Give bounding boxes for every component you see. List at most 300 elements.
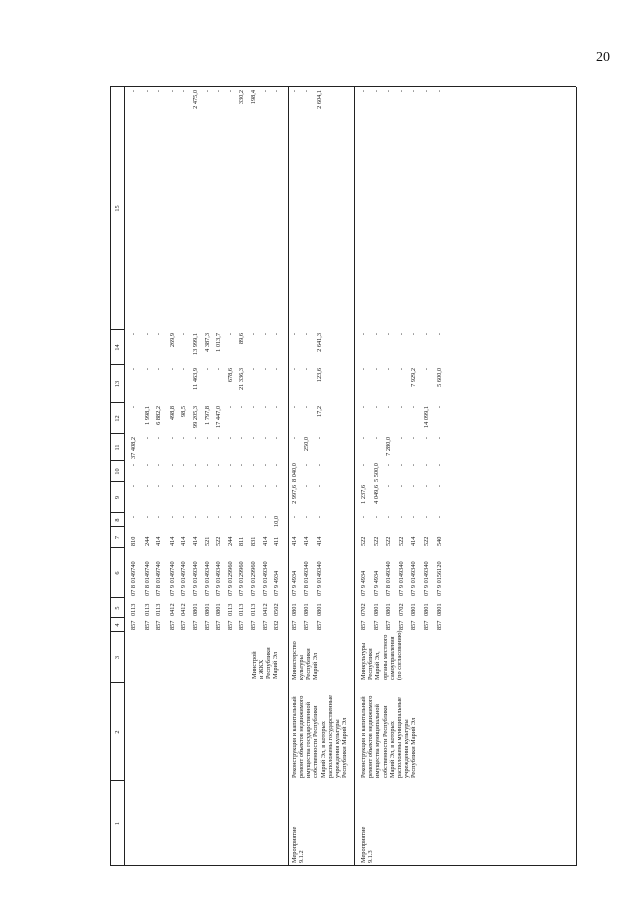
top-row-12-value: - xyxy=(273,333,281,336)
top-row-8-value: 678,6 xyxy=(226,368,234,383)
top-row-7-value: - xyxy=(215,90,223,93)
top-row-10-value: - xyxy=(250,464,257,467)
column-header-4: 4 xyxy=(114,623,121,627)
top-row-2-value: - xyxy=(155,368,163,371)
top-row-11-field: 414 xyxy=(261,536,269,546)
top-row-11-field: 07 9 0149340 xyxy=(261,561,269,596)
top-row-7-value: - xyxy=(215,485,223,488)
block-9.1.2-row-2-value: 2 641,3 xyxy=(316,333,323,352)
top-row-12-value: - xyxy=(273,368,281,371)
top-row-6-value: - xyxy=(203,516,211,519)
top-row-8-field: 857 xyxy=(226,620,234,630)
top-row-1-value: - xyxy=(143,368,151,371)
top-row-11-value: - xyxy=(261,437,269,440)
table-rule-header xyxy=(124,87,125,866)
block-9.1.3-row-5-value: - xyxy=(423,368,430,371)
top-row-7-value: 17 447,0 xyxy=(215,406,223,429)
top-row-5-value: 99 205,3 xyxy=(192,406,199,429)
top-row-5-field: 414 xyxy=(192,536,199,546)
block-9.1.3-row-4-field: 857 xyxy=(410,620,418,630)
block-9.1.2-row-0-value: - xyxy=(290,406,298,409)
top-row-3-value: - xyxy=(168,90,176,93)
block-9.1.3-row-0-value: - xyxy=(360,90,367,93)
block-9.1.3-row-3-field: 0702 xyxy=(397,603,405,616)
column-header-11: 11 xyxy=(114,444,121,451)
top-row-4-field: 07 9 0149740 xyxy=(180,561,188,596)
top-row-0-value: - xyxy=(130,485,137,488)
top-row-9-value: 21 336,3 xyxy=(238,368,246,391)
top-row-5-value: - xyxy=(192,437,199,440)
measure-label-9.1.2: Мероприятие 9.1.2 xyxy=(290,826,305,863)
block-9.1.3-row-4-field: 07 9 0149340 xyxy=(410,561,418,596)
block-9.1.3-row-0-value: - xyxy=(360,333,367,336)
top-row-10-value: 198,4 xyxy=(250,90,257,105)
top-row-3-field: 857 xyxy=(168,620,176,630)
top-row-0-value: - xyxy=(130,368,137,371)
top-row-12-field: 411 xyxy=(273,536,281,546)
top-row-11-value: - xyxy=(261,333,269,336)
block-9.1.3-row-4-field: 0801 xyxy=(410,603,418,616)
block-9.1.2-row-1-value: - xyxy=(303,485,311,488)
block-9.1.2-row-2-value: - xyxy=(316,437,323,440)
top-row-6-field: 521 xyxy=(203,536,211,546)
top-row-5-value: 13 999,1 xyxy=(192,333,199,356)
block-9.1.3-row-3-value: - xyxy=(397,485,405,488)
top-row-1-value: - xyxy=(143,333,151,336)
block-9.1.2-row-0-value: - xyxy=(290,333,298,336)
block-9.1.3-row-4-value: - xyxy=(410,437,418,440)
top-row-2-field: 414 xyxy=(155,536,163,546)
top-row-11-field: 857 xyxy=(261,620,269,630)
block-9.1.2-row-2-field: 414 xyxy=(316,536,323,546)
block-9.1.3-row-2-value: - xyxy=(385,464,393,467)
top-row-9-field: 811 xyxy=(238,536,246,546)
top-row-10-value: - xyxy=(250,485,257,488)
block-9.1.2-row-1-field: 07 8 0149340 xyxy=(303,561,311,596)
block-9.1.3-row-2-field: 522 xyxy=(385,536,393,546)
top-row-8-value: - xyxy=(226,516,234,519)
block-9.1.3-row-4-value: - xyxy=(410,464,418,467)
block-9.1.3-row-1-value: - xyxy=(372,90,380,93)
block-9.1.2-row-0-value: - xyxy=(290,437,298,440)
block-9.1.2-row-0-field: 857 xyxy=(290,620,298,630)
block-9.1.3-row-1-value: - xyxy=(372,406,380,409)
top-row-3-value: - xyxy=(168,437,176,440)
block-9.1.3-row-6-field: 857 xyxy=(435,620,443,630)
top-row-2-value: 6 882,2 xyxy=(155,406,163,425)
block-rule xyxy=(354,87,355,866)
top-row-8-value: - xyxy=(226,437,234,440)
block-9.1.3-row-5-value: - xyxy=(423,464,430,467)
top-row-9-value: 330,2 xyxy=(238,90,246,105)
top-row-0-field: 07 8 0149740 xyxy=(130,561,137,596)
block-9.1.3-row-4-field: 414 xyxy=(410,536,418,546)
top-row-7-field: 522 xyxy=(215,536,223,546)
top-row-10-field: 07 9 0129960 xyxy=(250,561,257,596)
top-row-0-value: - xyxy=(130,516,137,519)
top-row-9-value: - xyxy=(238,485,246,488)
block-9.1.2-row-1-field: 414 xyxy=(303,536,311,546)
top-row-1-value: 1 998,1 xyxy=(143,406,151,425)
top-row-3-value: - xyxy=(168,368,176,371)
top-row-3-value: 498,8 xyxy=(168,406,176,421)
top-row-10-field: 0113 xyxy=(250,603,257,616)
top-row-3-value: - xyxy=(168,516,176,519)
block-9.1.3-row-3-field: 522 xyxy=(397,536,405,546)
block-9.1.2-row-2-value: - xyxy=(316,516,323,519)
block-9.1.2-row-0-field: 07 9 4934 xyxy=(290,570,298,596)
block-9.1.3-row-3-field: 857 xyxy=(397,620,405,630)
block-9.1.3-row-3-field: 07 9 0149340 xyxy=(397,561,405,596)
top-row-11-value: - xyxy=(261,464,269,467)
top-row-6-value: - xyxy=(203,464,211,467)
top-row-0-field: 810 xyxy=(130,536,137,546)
top-row-7-value: 1 013,7 xyxy=(215,333,223,352)
top-row-6-field: 0801 xyxy=(203,603,211,616)
top-row-0-value: - xyxy=(130,464,137,467)
top-row-4-value: 98,5 xyxy=(180,406,188,418)
block-9.1.3-row-0-field: 0702 xyxy=(360,603,367,616)
block-9.1.3-row-3-value: - xyxy=(397,464,405,467)
block-9.1.2-row-2-value: - xyxy=(316,485,323,488)
top-row-2-value: - xyxy=(155,90,163,93)
top-row-12-value: - xyxy=(273,464,281,467)
block-9.1.3-row-2-value: - xyxy=(385,406,393,409)
top-row-2-value: - xyxy=(155,464,163,467)
top-row-9-value: - xyxy=(238,516,246,519)
block-9.1.2-row-1-value: - xyxy=(303,516,311,519)
block-9.1.3-row-5-value: 14 099,1 xyxy=(423,406,430,429)
block-9.1.3-row-5-field: 07 9 0149340 xyxy=(423,561,430,596)
measure-name-9.1.3: Реконструкция и капитальный ремонт объектов недвижимого имущества муниципальной собственности Республики Марий Эл, в которых расположены муниципальные учреждения культуры Республики Марий Эл xyxy=(360,695,418,778)
block-9.1.3-row-0-value: - xyxy=(360,368,367,371)
top-row-11-value: - xyxy=(261,368,269,371)
block-9.1.3-row-0-value: - xyxy=(360,406,367,409)
top-row-2-value: - xyxy=(155,516,163,519)
block-9.1.2-row-0-field: 414 xyxy=(290,536,298,546)
top-row-12-value: 10,0 xyxy=(273,515,281,527)
block-9.1.2-row-1-value: - xyxy=(303,368,311,371)
top-row-2-value: - xyxy=(155,437,163,440)
block-9.1.3-row-5-field: 0801 xyxy=(423,603,430,616)
block-9.1.3-row-1-value: - xyxy=(372,368,380,371)
top-row-1-value: - xyxy=(143,516,151,519)
top-row-3-field: 414 xyxy=(168,536,176,546)
block-9.1.3-row-2-value: - xyxy=(385,485,393,488)
top-row-2-value: - xyxy=(155,485,163,488)
block-9.1.3-row-6-value: - xyxy=(435,437,443,440)
top-row-2-field: 07 8 0149740 xyxy=(155,561,163,596)
top-row-0-value: - xyxy=(130,333,137,336)
block-9.1.3-row-1-field: 857 xyxy=(372,620,380,630)
top-row-1-value: - xyxy=(143,485,151,488)
table-rule-col xyxy=(110,86,576,87)
top-row-11-value: - xyxy=(261,406,269,409)
top-row-4-value: - xyxy=(180,485,188,488)
top-row-10-value: - xyxy=(250,368,257,371)
block-9.1.3-row-1-field: 522 xyxy=(372,536,380,546)
column-header-1: 1 xyxy=(114,821,121,826)
block-9.1.2-row-1-field: 0801 xyxy=(303,603,311,616)
block-9.1.3-row-0-value: 1 237,6 xyxy=(360,485,367,504)
block-9.1.2-row-2-value: 17,2 xyxy=(316,406,323,418)
top-row-9-value: - xyxy=(238,464,246,467)
block-9.1.3-row-4-value: - xyxy=(410,516,418,519)
block-9.1.3-row-1-value: - xyxy=(372,333,380,336)
block-9.1.3-row-6-value: - xyxy=(435,333,443,336)
block-9.1.2-row-2-value: - xyxy=(316,464,323,467)
top-row-1-value: - xyxy=(143,464,151,467)
top-row-11-field: 0412 xyxy=(261,603,269,616)
block-9.1.3-row-6-value: - xyxy=(435,406,443,409)
top-row-11-value: - xyxy=(261,90,269,93)
block-9.1.3-row-5-field: 522 xyxy=(423,536,430,546)
top-row-4-value: - xyxy=(180,333,188,336)
block-9.1.3-row-6-value: - xyxy=(435,464,443,467)
block-9.1.3-row-6-value: - xyxy=(435,516,443,519)
top-row-3-value: 269,9 xyxy=(168,333,176,348)
top-row-12-value: - xyxy=(273,406,281,409)
block-9.1.3-row-6-value: - xyxy=(435,90,443,93)
block-9.1.3-row-3-value: - xyxy=(397,516,405,519)
column-header-3: 3 xyxy=(114,655,121,660)
block-9.1.3-row-5-value: - xyxy=(423,90,430,93)
block-9.1.2-row-2-value: 2 604,1 xyxy=(316,90,323,109)
block-9.1.3-row-6-field: 540 xyxy=(435,536,443,546)
top-row-0-field: 0113 xyxy=(130,603,137,616)
top-row-5-value: - xyxy=(192,485,199,488)
column-header-7: 7 xyxy=(114,535,121,540)
table-rule-top xyxy=(110,87,111,866)
block-9.1.2-row-1-value: - xyxy=(303,90,311,93)
top-row-5-value: 2 475,0 xyxy=(192,90,199,109)
block-9.1.3-row-3-value: - xyxy=(397,333,405,336)
top-row-10-field: 857 xyxy=(250,620,257,630)
top-row-6-value: 1 797,8 xyxy=(203,406,211,425)
top-row-1-field: 857 xyxy=(143,620,151,630)
block-9.1.3-row-3-value: - xyxy=(397,437,405,440)
column-header-12: 12 xyxy=(114,415,121,422)
top-row-7-value: - xyxy=(215,437,223,440)
block-9.1.3-row-1-value: - xyxy=(372,516,380,519)
column-header-8: 8 xyxy=(114,518,121,522)
top-row-8-field: 07 9 0129960 xyxy=(226,561,234,596)
block-9.1.3-row-5-value: - xyxy=(423,333,430,336)
block-9.1.3-row-0-value: - xyxy=(360,464,367,467)
top-row-9-field: 07 9 0129960 xyxy=(238,561,246,596)
block-9.1.3-row-0-value: - xyxy=(360,437,367,440)
top-row-8-value: - xyxy=(226,485,234,488)
rotated-table-page xyxy=(110,87,576,866)
top-row-10-value: - xyxy=(250,516,257,519)
block-9.1.3-row-1-value: 5 500,0 xyxy=(372,463,380,482)
top-row-8-value: - xyxy=(226,90,234,93)
block-9.1.2-row-1-value: - xyxy=(303,406,311,409)
block-9.1.3-row-3-value: - xyxy=(397,406,405,409)
block-9.1.3-row-5-value: - xyxy=(423,437,430,440)
measure-label-9.1.3: Мероприятие 9.1.3 xyxy=(360,826,375,863)
block-rule xyxy=(288,87,289,866)
column-header-9: 9 xyxy=(114,495,121,500)
block-9.1.3-row-0-field: 857 xyxy=(360,620,367,630)
block-9.1.3-row-3-value: - xyxy=(397,90,405,93)
block-9.1.3-row-5-field: 857 xyxy=(423,620,430,630)
top-row-10-value: - xyxy=(250,437,257,440)
block-9.1.2-row-2-field: 07 9 0149340 xyxy=(316,561,323,596)
top-row-9-field: 0113 xyxy=(238,603,246,616)
top-row-5-field: 857 xyxy=(192,620,199,630)
top-row-2-value: - xyxy=(155,333,163,336)
top-row-10-value: - xyxy=(250,333,257,336)
block-9.1.2-row-0-value: - xyxy=(290,90,298,93)
block-9.1.3-row-6-field: 07 9 0156120 xyxy=(435,561,443,596)
top-row-3-field: 07 9 0149740 xyxy=(168,561,176,596)
top-row-9-field: 857 xyxy=(238,620,246,630)
top-row-6-value: - xyxy=(203,368,211,371)
top-row-8-value: - xyxy=(226,406,234,409)
top-row-5-value: - xyxy=(192,464,199,467)
top-row-5-value: - xyxy=(192,516,199,519)
top-row-5-field: 07 9 0149340 xyxy=(192,561,199,596)
block-9.1.3-row-2-field: 0801 xyxy=(385,603,393,616)
column-header-2: 2 xyxy=(114,730,121,734)
block-9.1.2-row-0-value: 8 040,0 xyxy=(290,463,298,482)
top-row-9-value: 89,6 xyxy=(238,333,246,345)
column-header-13: 13 xyxy=(114,380,121,388)
column-header-10: 10 xyxy=(114,468,121,475)
top-row-11-value: - xyxy=(261,485,269,488)
top-row-9-value: - xyxy=(238,437,246,440)
top-row-7-field: 0801 xyxy=(215,603,223,616)
executor-minstroy: Минстрой и ЖКХ Республики Марий Эл xyxy=(250,647,280,679)
top-row-6-value: - xyxy=(203,90,211,93)
top-row-8-value: - xyxy=(226,464,234,467)
block-9.1.2-row-2-field: 0801 xyxy=(316,603,323,616)
block-9.1.2-row-1-field: 857 xyxy=(303,620,311,630)
block-9.1.3-row-4-value: - xyxy=(410,406,418,409)
top-row-2-field: 0113 xyxy=(155,603,163,616)
block-9.1.2-row-0-value: 2 997,6 xyxy=(290,485,298,504)
block-9.1.3-row-2-value: - xyxy=(385,516,393,519)
block-9.1.3-row-0-field: 522 xyxy=(360,536,367,546)
block-9.1.3-row-2-value: - xyxy=(385,368,393,371)
block-9.1.3-row-4-value: - xyxy=(410,90,418,93)
block-9.1.3-row-6-value: - xyxy=(435,485,443,488)
block-9.1.2-row-0-field: 0801 xyxy=(290,603,298,616)
top-row-10-value: - xyxy=(250,406,257,409)
top-row-0-value: - xyxy=(130,90,137,93)
top-row-7-field: 07 9 0149340 xyxy=(215,561,223,596)
table-rule-col xyxy=(110,865,576,866)
block-9.1.2-row-1-value: - xyxy=(303,464,311,467)
top-row-4-field: 414 xyxy=(180,536,188,546)
block-9.1.3-row-2-value: 7 280,0 xyxy=(385,437,393,456)
measure-executor-9.1.3: Минкультуры Республики Марий Эл, органы местного самоуправления (по согласованию) xyxy=(360,630,404,680)
top-row-6-value: - xyxy=(203,437,211,440)
measure-executor-9.1.2: Министерство культуры Республики Марий Эл xyxy=(290,641,320,680)
top-row-8-field: 244 xyxy=(226,536,234,546)
top-row-6-value: 4 387,3 xyxy=(203,333,211,352)
top-row-4-value: - xyxy=(180,90,188,93)
block-9.1.2-row-1-value: - xyxy=(303,333,311,336)
top-row-1-field: 244 xyxy=(143,536,151,546)
block-9.1.3-row-4-value: 7 929,2 xyxy=(410,368,418,387)
block-9.1.3-row-4-value: - xyxy=(410,485,418,488)
top-row-9-value: - xyxy=(238,406,246,409)
block-9.1.2-row-2-field: 857 xyxy=(316,620,323,630)
block-9.1.3-row-1-field: 0801 xyxy=(372,603,380,616)
top-row-12-value: - xyxy=(273,90,281,93)
top-row-0-value: 37 408,2 xyxy=(130,437,137,460)
column-header-5: 5 xyxy=(114,606,121,610)
block-9.1.3-row-0-field: 07 9 4934 xyxy=(360,570,367,596)
top-row-12-field: 0502 xyxy=(273,603,281,616)
top-row-6-field: 07 9 0149340 xyxy=(203,561,211,596)
top-row-7-value: - xyxy=(215,368,223,371)
top-row-7-value: - xyxy=(215,516,223,519)
column-header-6: 6 xyxy=(114,571,121,575)
top-row-3-field: 0412 xyxy=(168,603,176,616)
top-row-4-value: - xyxy=(180,437,188,440)
block-9.1.2-row-0-value: - xyxy=(290,368,298,371)
block-9.1.2-row-2-value: 123,6 xyxy=(316,368,323,383)
column-header-14: 14 xyxy=(114,344,121,351)
top-row-4-field: 0412 xyxy=(180,603,188,616)
block-9.1.3-row-4-value: - xyxy=(410,333,418,336)
block-9.1.2-row-1-value: 250,0 xyxy=(303,437,311,452)
block-9.1.3-row-1-value: 4 049,6 xyxy=(372,485,380,504)
top-row-12-field: 07 9 4934 xyxy=(273,570,281,596)
block-9.1.3-row-5-value: - xyxy=(423,516,430,519)
top-row-6-field: 857 xyxy=(203,620,211,630)
top-row-12-value: - xyxy=(273,485,281,488)
top-row-12-value: - xyxy=(273,437,281,440)
top-row-4-value: - xyxy=(180,464,188,467)
top-row-6-value: - xyxy=(203,485,211,488)
top-row-7-value: - xyxy=(215,464,223,467)
block-9.1.3-row-6-field: 0801 xyxy=(435,603,443,616)
block-9.1.3-row-1-field: 07 9 4934 xyxy=(372,570,380,596)
top-row-1-field: 0113 xyxy=(143,603,151,616)
top-row-0-field: 857 xyxy=(130,620,137,630)
top-row-8-field: 0113 xyxy=(226,603,234,616)
top-row-4-value: - xyxy=(180,368,188,371)
top-row-7-field: 857 xyxy=(215,620,223,630)
top-row-3-value: - xyxy=(168,485,176,488)
block-9.1.3-row-2-field: 857 xyxy=(385,620,393,630)
top-row-5-field: 0801 xyxy=(192,603,199,616)
table-rule-bottom xyxy=(576,87,577,866)
block-9.1.3-row-6-value: 5 600,0 xyxy=(435,368,443,387)
top-row-1-value: - xyxy=(143,90,151,93)
block-9.1.3-row-1-value: - xyxy=(372,437,380,440)
column-header-15: 15 xyxy=(114,205,121,212)
block-9.1.3-row-5-value: - xyxy=(423,485,430,488)
top-row-5-value: 11 463,9 xyxy=(192,368,199,390)
page-number: 20 xyxy=(596,50,610,65)
top-row-11-value: - xyxy=(261,516,269,519)
block-9.1.3-row-3-value: - xyxy=(397,368,405,371)
measure-name-9.1.2: Реконструкция и капитальный ремонт объектов недвижимого имущества государственной собственности Республики Марий Эл, в которых расположены государственные учреждения культуры Республики Марий Эл xyxy=(290,695,349,778)
block-9.1.3-row-2-value: - xyxy=(385,90,393,93)
block-9.1.3-row-0-value: - xyxy=(360,516,367,519)
top-row-10-field: 831 xyxy=(250,536,257,546)
top-row-0-value: - xyxy=(130,406,137,409)
top-row-1-field: 07 8 0149740 xyxy=(143,561,151,596)
block-9.1.3-row-2-field: 07 8 0149340 xyxy=(385,561,393,596)
top-row-2-field: 857 xyxy=(155,620,163,630)
top-row-1-value: - xyxy=(143,437,151,440)
